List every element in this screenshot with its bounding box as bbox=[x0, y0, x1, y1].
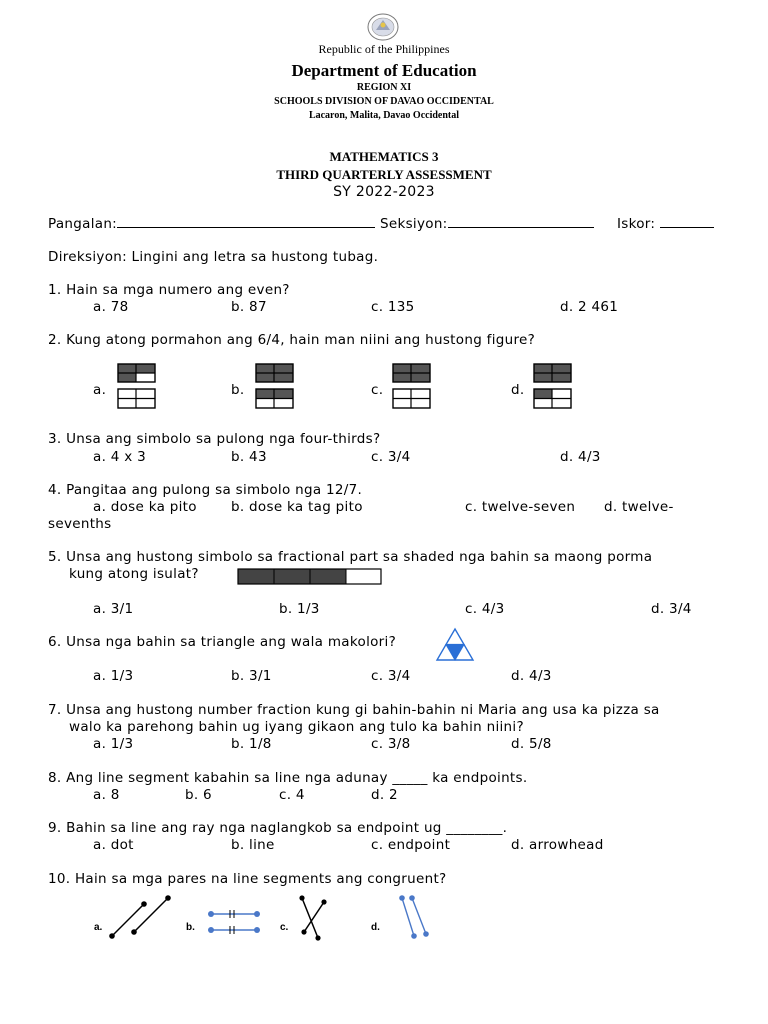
q8-choice-a[interactable]: a. 8 bbox=[93, 787, 120, 803]
q8-choice-b[interactable]: b. 6 bbox=[185, 787, 212, 803]
score-label: Iskor: bbox=[617, 216, 656, 232]
q8-choice-c[interactable]: c. 4 bbox=[279, 787, 305, 803]
q1-choice-b[interactable]: b. 87 bbox=[231, 299, 267, 315]
question-2: 2. Kung atong pormahon ang 6/4, hain man niini ang hustong figure? bbox=[48, 332, 536, 348]
q5-choice-c[interactable]: c. 4/3 bbox=[465, 601, 505, 617]
question-5-line2: kung atong isulat? bbox=[69, 566, 199, 582]
directions: Direksiyon: Lingini ang letra sa hustong tubag. bbox=[48, 249, 379, 265]
question-7: 7. Unsa ang hustong number fraction kung gi bahin-bahin ni Maria ang usa ka pizza sa bbox=[48, 702, 660, 718]
q2-figure-b bbox=[255, 363, 297, 411]
q2-choice-d[interactable]: d. bbox=[511, 382, 525, 398]
school-year: SY 2022-2023 bbox=[333, 184, 435, 200]
score-blank[interactable] bbox=[660, 215, 714, 228]
q6-triangle bbox=[435, 627, 475, 663]
q2-choice-a[interactable]: a. bbox=[93, 382, 107, 398]
division-text: SCHOOLS DIVISION OF DAVAO OCCIDENTAL bbox=[274, 96, 494, 107]
q9-choice-c[interactable]: c. endpoint bbox=[371, 837, 451, 853]
q5-choice-a[interactable]: a. 3/1 bbox=[93, 601, 134, 617]
region-text: REGION XI bbox=[356, 82, 412, 93]
q10-choice-a[interactable]: a. bbox=[94, 922, 103, 933]
q9-choice-b[interactable]: b. line bbox=[231, 837, 275, 853]
q3-choice-c[interactable]: c. 3/4 bbox=[371, 449, 411, 465]
q10-choice-c[interactable]: c. bbox=[280, 922, 289, 933]
question-10: 10. Hain sa mga pares na line segments ang congruent? bbox=[48, 871, 447, 887]
q10-choice-b[interactable]: b. bbox=[186, 922, 195, 933]
q10-figure-d bbox=[396, 892, 436, 944]
q7-choice-a[interactable]: a. 1/3 bbox=[93, 736, 134, 752]
name-blank[interactable] bbox=[117, 215, 375, 228]
q10-figure-c bbox=[296, 890, 332, 946]
q1-choice-c[interactable]: c. 135 bbox=[371, 299, 415, 315]
question-9: 9. Bahin sa line ang ray nga naglangkob sa endpoint ug ________. bbox=[48, 820, 508, 836]
republic-text: Republic of the Philippines bbox=[318, 42, 450, 56]
department-title: Department of Education bbox=[291, 61, 477, 80]
section-blank[interactable] bbox=[448, 215, 594, 228]
q3-choice-a[interactable]: a. 4 x 3 bbox=[93, 449, 147, 465]
q4-choice-d-wrap: sevenths bbox=[48, 516, 112, 532]
address-text: Lacaron, Malita, Davao Occidental bbox=[308, 110, 460, 121]
q4-choice-b[interactable]: b. dose ka tag pito bbox=[231, 499, 363, 515]
q7-choice-d[interactable]: d. 5/8 bbox=[511, 736, 552, 752]
q2-figure-d bbox=[533, 363, 575, 411]
q6-choice-b[interactable]: b. 3/1 bbox=[231, 668, 272, 684]
question-1: 1. Hain sa mga numero ang even? bbox=[48, 282, 290, 298]
q5-fraction-bar bbox=[237, 568, 383, 586]
q10-figure-a bbox=[104, 892, 176, 942]
name-label: Pangalan: bbox=[48, 216, 118, 232]
name-field bbox=[48, 215, 375, 232]
q2-choice-b[interactable]: b. bbox=[231, 382, 245, 398]
q6-choice-c[interactable]: c. 3/4 bbox=[371, 668, 411, 684]
q3-choice-b[interactable]: b. 43 bbox=[231, 449, 267, 465]
section-label: Seksiyon: bbox=[380, 216, 448, 232]
question-3: 3. Unsa ang simbolo sa pulong nga four-thirds? bbox=[48, 431, 381, 447]
q9-choice-d[interactable]: d. arrowhead bbox=[511, 837, 604, 853]
q6-choice-a[interactable]: a. 1/3 bbox=[93, 668, 134, 684]
question-4: 4. Pangitaa ang pulong sa simbolo nga 12/7. bbox=[48, 482, 363, 498]
q4-choice-d[interactable]: d. twelve- bbox=[604, 499, 674, 515]
q10-choice-d[interactable]: d. bbox=[371, 922, 380, 933]
question-6: 6. Unsa nga bahin sa triangle ang wala makolori? bbox=[48, 634, 397, 650]
q2-choice-c[interactable]: c. bbox=[371, 382, 384, 398]
q1-choice-d[interactable]: d. 2 461 bbox=[560, 299, 619, 315]
q7-choice-c[interactable]: c. 3/8 bbox=[371, 736, 411, 752]
q9-choice-a[interactable]: a. dot bbox=[93, 837, 134, 853]
q5-choice-d[interactable]: d. 3/4 bbox=[651, 601, 692, 617]
q8-choice-d[interactable]: d. 2 bbox=[371, 787, 398, 803]
q1-choice-a[interactable]: a. 78 bbox=[93, 299, 129, 315]
score-field bbox=[617, 215, 714, 232]
q4-choice-a[interactable]: a. dose ka pito bbox=[93, 499, 197, 515]
deped-seal-icon bbox=[366, 12, 400, 42]
question-5: 5. Unsa ang hustong simbolo sa fractional part sa shaded nga bahin sa maong porma bbox=[48, 549, 653, 565]
q4-choice-c[interactable]: c. twelve-seven bbox=[465, 499, 576, 515]
q7-choice-b[interactable]: b. 1/8 bbox=[231, 736, 272, 752]
section-field bbox=[380, 215, 594, 232]
q2-figure-c bbox=[392, 363, 434, 411]
q3-choice-d[interactable]: d. 4/3 bbox=[560, 449, 601, 465]
q6-choice-d[interactable]: d. 4/3 bbox=[511, 668, 552, 684]
q5-choice-b[interactable]: b. 1/3 bbox=[279, 601, 320, 617]
q10-figure-b bbox=[204, 906, 264, 936]
question-7-line2: walo ka parehong bahin ug iyang gikaon ang tulo ka bahin niini? bbox=[69, 719, 524, 735]
assessment-title: THIRD QUARTERLY ASSESSMENT bbox=[276, 167, 492, 182]
question-8: 8. Ang line segment kabahin sa line nga adunay _____ ka endpoints. bbox=[48, 770, 528, 786]
subject-title: MATHEMATICS 3 bbox=[329, 149, 439, 164]
q2-figure-a bbox=[117, 363, 159, 411]
